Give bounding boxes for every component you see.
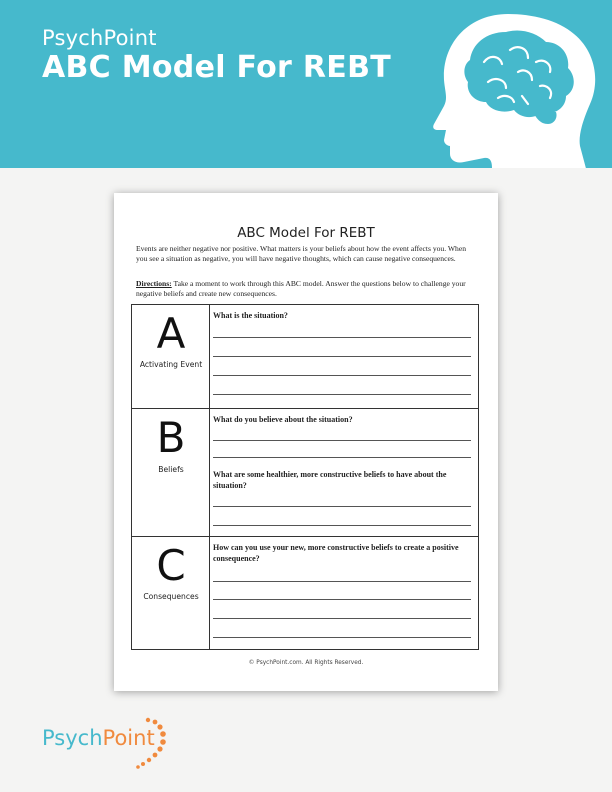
letter-b: B bbox=[156, 413, 186, 462]
dotted-arc-icon bbox=[130, 714, 174, 772]
answer-line[interactable] bbox=[213, 506, 471, 507]
letter-cell-b bbox=[132, 409, 210, 536]
answer-cell-b bbox=[210, 409, 478, 536]
question-positive-consequence: How can you use your new, more constructive beliefs to create a positive consequence? bbox=[213, 543, 459, 563]
answer-line[interactable] bbox=[213, 618, 471, 619]
page-title: ABC Model For REBT bbox=[42, 50, 392, 85]
directions-text: Take a moment to work through this ABC model. Answer the questions below to challenge your negative beliefs and create new consequences. bbox=[136, 279, 466, 299]
caption-activating-event: Activating Event bbox=[139, 360, 203, 369]
letter-a: A bbox=[156, 309, 186, 358]
answer-line[interactable] bbox=[213, 375, 471, 376]
directions-paragraph bbox=[136, 279, 478, 299]
question-healthier-beliefs: What are some healthier, more constructive beliefs to have about the situation? bbox=[213, 470, 447, 490]
caption-consequences: Consequences bbox=[143, 592, 199, 601]
abc-table bbox=[131, 304, 479, 650]
brand-name: PsychPoint bbox=[42, 26, 157, 50]
worksheet-preview bbox=[114, 193, 498, 691]
answer-line[interactable] bbox=[213, 599, 471, 600]
caption-beliefs: Beliefs bbox=[158, 465, 184, 474]
answer-line[interactable] bbox=[213, 356, 471, 357]
row-beliefs bbox=[132, 408, 478, 536]
question-current-belief: What do you believe about the situation? bbox=[213, 415, 353, 424]
answer-cell-a bbox=[210, 305, 478, 408]
logo-text-psych: Psych bbox=[42, 726, 103, 750]
answer-cell-c bbox=[210, 537, 478, 649]
answer-line[interactable] bbox=[213, 337, 471, 338]
human-head-brain-icon bbox=[428, 6, 608, 168]
letter-cell-a bbox=[132, 305, 210, 408]
directions-label: Directions: bbox=[136, 279, 172, 288]
logo-text-point: Point bbox=[102, 726, 155, 750]
letter-cell-c bbox=[132, 537, 210, 649]
answer-line[interactable] bbox=[213, 440, 471, 441]
letter-c: C bbox=[156, 541, 186, 590]
answer-line[interactable] bbox=[213, 457, 471, 458]
question-situation: What is the situation? bbox=[213, 311, 288, 320]
answer-line[interactable] bbox=[213, 581, 471, 582]
row-activating-event bbox=[132, 305, 478, 408]
answer-line[interactable] bbox=[213, 525, 471, 526]
worksheet-title: ABC Model For REBT bbox=[237, 225, 375, 241]
answer-line[interactable] bbox=[213, 637, 471, 638]
intro-paragraph: Events are neither negative nor positive. What matters is your beliefs about how the event affects you. When you see a situation as negative, you will have negative thoughts, which can cause negative consequences. bbox=[136, 244, 467, 264]
header-banner bbox=[0, 0, 612, 168]
row-consequences bbox=[132, 536, 478, 649]
answer-line[interactable] bbox=[213, 394, 471, 395]
copyright-footer: © PsychPoint.com. All Rights Reserved. bbox=[248, 660, 364, 666]
psychpoint-logo bbox=[42, 714, 172, 774]
